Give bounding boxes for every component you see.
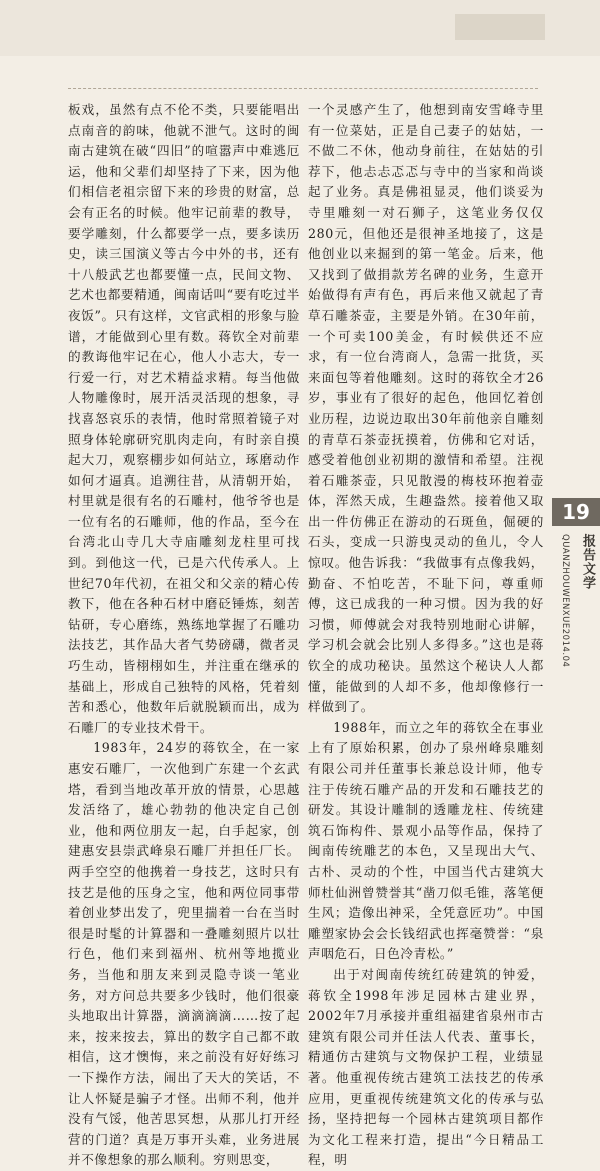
section-name: 报告文学 bbox=[580, 534, 595, 590]
issue-code: QUANZHOUWENXUE2014.04 bbox=[560, 534, 570, 668]
page-number: 19 bbox=[552, 498, 600, 526]
paragraph: 1983年，24岁的蒋钦全，在一家惠安石雕厂，一次他到广东建一个玄武塔，看到当地改革开放的情景，心思越发活络了，雄心勃勃的他决定自己创业，他和两位朋友一起，白手起家，创建惠安县崇武峰泉石雕厂并担任厂长。两手空空的他携着一身技艺，这时只有技艺是他的压身之宝，他和两位同事带着创业梦出发了，兜里揣着一台在当时很是时髦的计算器和一叠雕刻照片以壮行色，他们来到福州、杭州等地揽业务，当他和朋友来到灵隐寺谈一笔业务，对方问总共要多少钱时，他们很豪头地取出计算器，滴滴滴滴……按了起来，按来按去，算出的数字自己都不敢相信，这才懊悔，来之前没有好好练习一下操作方法，闹出了天大的笑话，不让人怀疑是骗子才怪。出师不利，他并没有气馁，他苦思冥想，从那儿打开经营的门道？真是万事开头难，业务进展并不像想象的那么顺利。穷则思变， bbox=[68, 740, 300, 1168]
paragraph: 出于对闽南传统红砖建筑的钟爱，蒋钦全1998年涉足园林古建业界，2002年7月承接并重组福建省泉州市古建筑有限公司并任法人代表、董事长，精通仿古建筑与文物保护工程，业绩显著。他重视传统古建筑工法技艺的传承应用，更重视传统建筑文化的传承与弘扬，坚持把每一个园林古建筑项目都作为文化工程来打造，提出“今日精品工程，明 bbox=[308, 966, 544, 1168]
right-column bbox=[308, 100, 544, 1168]
header-rule bbox=[68, 88, 538, 89]
paragraph: 一个灵感产生了，他想到南安雪峰寺里有一位菜姑，正是自己妻子的姑姑，一不做二不休，他动身前往，在姑姑的引荐下，他忐忐忑忑与寺中的当家和尚谈起了业务。真是佛祖显灵，他们谈妥为寺里雕刻一对石狮子，这笔业务仅仅280元，但他还是很神圣地接了，这是他创业以来掘到的第一笔金。后来，他又找到了做捐款芳名碑的业务，生意开始做得有声有色，再后来他又就起了青草石雕茶壶，主要是外销。在30年前，一个可卖100美金，有时候供还不应求，有一位台湾商人，急需一批货，买来面包等着他雕刻。这时的蒋钦全才26岁，事业有了很好的起色，他回忆着创业历程，边说边取出30年前他亲自雕刻的青草石茶壶抚摸着，仿佛和它对话，感受着他创业初期的激情和希望。注视着石雕茶壶，只见散漫的梅枝环抱着壶体，浑然天成，生趣盎然。接着他又取出一件仿佛正在游动的石斑鱼，倔硬的石头，变成一只游曳灵动的鱼儿，令人惊叹。他告诉我：“我做事有点像我妈，勤奋、不怕吃苦，不耻下问，尊重师傅，这已成我的一种习惯。因为我的好习惯，师傅就会对我特别地耐心讲解，学习机会就会比别人多得多。”这也是蒋钦全的成功秘诀。虽然这个秘诀人人都懂，能做到的人却不多，他却像修行一样做到了。 bbox=[308, 102, 544, 715]
page-sidebar bbox=[552, 498, 600, 698]
paragraph: 板戏，虽然有点不伦不类，只要能唱出点南音的韵味，他就不泄气。这时的闽南古建筑在破“四旧”的喧嚣声中难逃厄运，他和父辈们却坚持了下来，因为他们相信老祖宗留下来的珍贵的财富，总会有正名的时候。他牢记前辈的教导，要学雕刻，什么都要学一点，要多读历史，读三国演义等古今中外的书，还有十八般武艺也都要懂一点，民间文物、艺术也都要精通，闽南话叫“要有吃过半夜饭”。只有这样，文官武相的形象与脸谱，才能做到心里有数。蒋钦全对前辈的教诲他牢记在心，他人小志大，专一行爱一行，对艺术精益求精。每当他做人物雕像时，展开活灵活现的想象，寻找喜怒哀乐的表情，他时常照着镜子对照身体轮廓研究肌肉走向，有时亲自摸起大刀，观察棚步如何站立，琢磨动作如何才逼真。追溯往昔，从清朝开始，村里就是很有名的石雕村，他爷爷也是一位有名的石雕师，他的作品，至今在台湾北山寺几大寺庙雕刻龙柱里可找到。到他这一代，已是六代传承人。上世纪70年代初，在祖父和父亲的精心传教下，他在各种石材中磨砭锤炼，刻苦钻研，专心磨练，熟练地掌握了石雕功法技艺，其作品大者气势磅礴，微者灵巧生动，皆栩栩如生，并注重在继承的基础上，形成自己独特的风格，凭着刻苦和悉心，他数年后就脱颖而出，成为石雕厂的专业技术骨干。 bbox=[68, 102, 300, 735]
paragraph: 1988年，而立之年的蒋钦全在事业上有了原始积累，创办了泉州峰泉雕刻有限公司并任董事长兼总设计师，他专注于传统石雕产品的开发和石雕技艺的研发。其设计雕制的透雕龙柱、传统建筑石饰构件、景观小品等作品，保持了闽南传统雕艺的本色，又呈现出大气、古朴、灵动的个性，中国当代古建筑大师杜仙洲曾赞誉其“凿刀似毛锥，落笔便生风；造像出神采，全凭意匠功”。中国雕塑家协会会长钱绍武也挥毫赞誉：“泉声咽危石，日色冷青松。” bbox=[308, 719, 544, 962]
header-decoration bbox=[455, 14, 545, 40]
left-column bbox=[68, 100, 300, 1168]
